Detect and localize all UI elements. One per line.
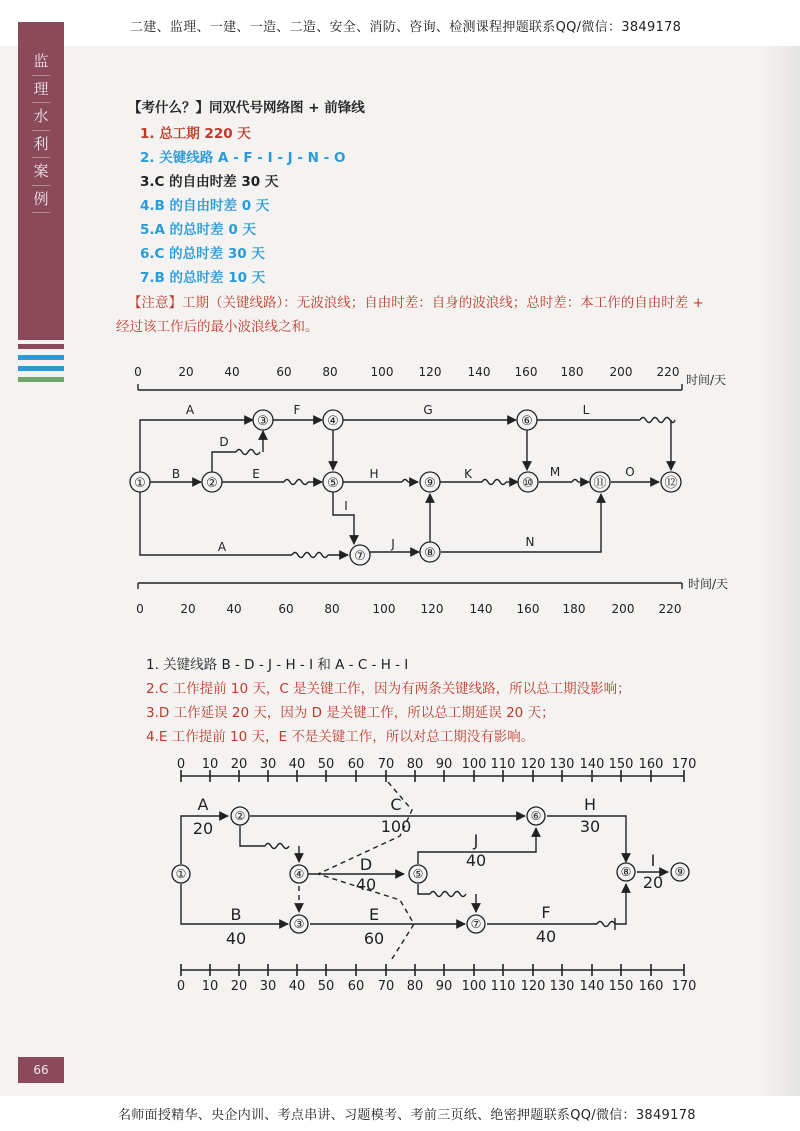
tick-label: 160 <box>514 365 538 379</box>
tick-label: 130 <box>549 979 575 994</box>
tick-label: 90 <box>435 757 453 772</box>
tick-label: 220 <box>656 365 680 379</box>
node-label: ⑥ <box>530 809 542 823</box>
tick-label: 0 <box>176 979 186 994</box>
side-char: 水 <box>32 103 50 131</box>
analysis-item: 4.E 工作提前 10 天，E 不是关键工作，所以对总工期没有影响。 <box>146 729 535 745</box>
activity-duration: 100 <box>380 817 412 836</box>
activity-duration: 20 <box>642 873 664 892</box>
analysis-item: 1. 关键线路 B - D - J - H - I 和 A - C - H - I <box>146 657 409 673</box>
tick-label: 200 <box>611 602 635 616</box>
answer-item: 3.C 的自由时差 30 天 <box>140 174 279 190</box>
tick-label: 30 <box>259 757 277 772</box>
node-label: ④ <box>327 414 339 429</box>
tick-label: 60 <box>276 365 292 379</box>
tick-label: 160 <box>638 979 664 994</box>
node-label: ⑪ <box>593 476 607 491</box>
tick-label: 0 <box>176 757 186 772</box>
node-label: ⑤ <box>412 867 424 881</box>
activity-label: F <box>541 903 551 922</box>
tick-label: 10 <box>201 979 219 994</box>
node-label: ⑧ <box>424 546 436 561</box>
tick-label: 90 <box>435 979 453 994</box>
answer-item: 2. 关键线路 A - F - I - J - N - O <box>140 150 346 166</box>
node-label: ⑦ <box>354 549 366 564</box>
tick-label: 80 <box>324 602 340 616</box>
activity-label: E <box>252 467 260 481</box>
activity-label: F <box>293 403 301 417</box>
tick-label: 100 <box>372 602 396 616</box>
tick-label: 50 <box>317 757 335 772</box>
tick-label: 200 <box>609 365 633 379</box>
activity-label: I <box>344 499 348 513</box>
note-line: 【注意】工期（关键线路）：无波浪线；自由时差：自身的波浪线；总时差：本工作的自由时差 + <box>128 295 704 311</box>
tick-label: 150 <box>608 757 634 772</box>
tick-label: 180 <box>560 365 584 379</box>
analysis-item: 2.C 工作提前 10 天，C 是关键工作，因为有两条关键线路，所以总工期没影响； <box>146 681 631 697</box>
answer-item: 5.A 的总时差 0 天 <box>140 222 256 238</box>
activity-label: E <box>368 905 380 924</box>
node-label: ② <box>206 476 218 491</box>
top-promo-text: 二建、监理、一建、一造、二造、安全、消防、咨询、检测课程押题联系QQ/微信：3849178 <box>130 20 682 35</box>
tick-label: 140 <box>469 602 493 616</box>
tick-label: 120 <box>520 757 546 772</box>
tick-label: 60 <box>347 979 365 994</box>
tick-label: 70 <box>377 757 395 772</box>
node-label: ⑥ <box>521 414 533 429</box>
activity-label: A <box>197 795 209 814</box>
tick-label: 110 <box>490 979 516 994</box>
activity-duration: 20 <box>192 819 214 838</box>
tick-label: 170 <box>671 979 697 994</box>
activity-label: L <box>582 403 590 417</box>
tick-label: 170 <box>671 757 697 772</box>
node-label: ③ <box>293 917 305 931</box>
activity-duration: 30 <box>579 817 601 836</box>
node-label: ① <box>134 476 146 491</box>
activity-label: I <box>650 851 656 870</box>
node-label: ③ <box>257 414 269 429</box>
top-axis-unit: 时间/天 <box>686 373 727 387</box>
tick-label: 140 <box>579 979 605 994</box>
tick-label: 120 <box>520 979 546 994</box>
activity-duration: 60 <box>363 929 385 948</box>
side-char: 利 <box>32 131 50 159</box>
analysis-item: 3.D 工作延误 20 天，因为 D 是关键工作，所以总工期延误 20 天； <box>146 705 555 721</box>
tick-label: 0 <box>134 365 142 379</box>
tick-label: 20 <box>178 365 194 379</box>
node-label: ⑧ <box>620 865 632 879</box>
tick-label: 40 <box>288 979 306 994</box>
node-label: ⑤ <box>327 476 339 491</box>
tick-label: 100 <box>370 365 394 379</box>
node-label: ⑨ <box>674 865 686 879</box>
page-number: 66 <box>18 1057 64 1083</box>
tick-label: 10 <box>201 757 219 772</box>
activity-label: D <box>359 855 373 874</box>
bottom-banner <box>0 1096 800 1131</box>
tick-label: 160 <box>638 757 664 772</box>
section1-heading: 【考什么？】同双代号网络图 + 前锋线 <box>128 100 365 116</box>
tick-label: 40 <box>226 602 242 616</box>
activity-label: H <box>369 467 379 481</box>
bottom-axis-unit: 时间/天 <box>688 577 729 591</box>
node-label: ⑩ <box>522 476 534 491</box>
activity-duration: 40 <box>225 929 247 948</box>
answer-item: 4.B 的自由时差 0 天 <box>140 198 270 214</box>
activity-label: H <box>583 795 597 814</box>
tick-label: 150 <box>608 979 634 994</box>
activity-duration: 40 <box>535 927 557 946</box>
side-char: 案 <box>32 158 50 186</box>
activity-label: D <box>219 435 229 449</box>
bottom-promo-text: 名师面授精华、央企内训、考点串讲、习题模考、考前三页纸、绝密押题联系QQ/微信：3849178 <box>118 1108 696 1123</box>
tick-label: 120 <box>418 365 442 379</box>
activity-label: K <box>464 467 472 481</box>
tick-label: 60 <box>278 602 294 616</box>
node-label: ② <box>234 809 246 823</box>
activity-label: O <box>625 465 635 479</box>
tick-label: 140 <box>467 365 491 379</box>
tick-label: 80 <box>322 365 338 379</box>
tick-label: 120 <box>420 602 444 616</box>
node-label: ⑨ <box>424 476 436 491</box>
activity-label: M <box>549 465 561 479</box>
activity-label: J <box>391 537 395 551</box>
answer-item: 1. 总工期 220 天 <box>140 126 251 142</box>
tick-label: 20 <box>180 602 196 616</box>
activity-label: B <box>171 467 181 481</box>
dummy-5-7 <box>418 884 430 894</box>
tick-label: 70 <box>377 979 395 994</box>
tick-label: 140 <box>579 757 605 772</box>
tick-label: 30 <box>259 979 277 994</box>
top-axis-2-ticks <box>177 757 697 772</box>
tick-label: 40 <box>224 365 240 379</box>
answer-item: 6.C 的总时差 30 天 <box>140 246 265 262</box>
tick-label: 100 <box>461 979 487 994</box>
tick-label: 50 <box>317 979 335 994</box>
tick-label: 160 <box>516 602 540 616</box>
side-char: 例 <box>32 186 50 214</box>
side-char: 监 <box>32 48 50 76</box>
tick-label: 130 <box>549 757 575 772</box>
tick-label: 0 <box>136 602 144 616</box>
tick-label: 20 <box>230 979 248 994</box>
node-label: ⑦ <box>470 917 482 931</box>
tick-label: 220 <box>658 602 682 616</box>
node-label: ⑫ <box>664 476 678 491</box>
activity-label: J <box>473 831 479 850</box>
tick-label: 180 <box>562 602 586 616</box>
tick-label: 100 <box>461 757 487 772</box>
tick-label: 80 <box>406 757 424 772</box>
activity-label: A <box>217 540 227 554</box>
node-label: ① <box>175 867 187 881</box>
tick-label: 40 <box>288 757 306 772</box>
dummy-2-4 <box>240 826 265 846</box>
answer-item: 7.B 的总时差 10 天 <box>140 270 266 286</box>
side-char: 理 <box>32 76 50 104</box>
tick-label: 80 <box>406 979 424 994</box>
activity-duration: 40 <box>355 875 377 894</box>
tick-label: 20 <box>230 757 248 772</box>
activity-duration: 40 <box>465 851 487 870</box>
activity-label: A <box>185 403 195 417</box>
tick-label: 110 <box>490 757 516 772</box>
activity-label: C <box>390 795 402 814</box>
tick-label: 60 <box>347 757 365 772</box>
note-line: 经过该工作后的最小波浪线之和。 <box>116 319 319 335</box>
bottom-axis-2-ticks <box>177 979 697 994</box>
activity-label: N <box>525 535 535 549</box>
node-label: ④ <box>293 867 305 881</box>
activity-label: B <box>230 905 242 924</box>
activity-label: G <box>423 403 433 417</box>
